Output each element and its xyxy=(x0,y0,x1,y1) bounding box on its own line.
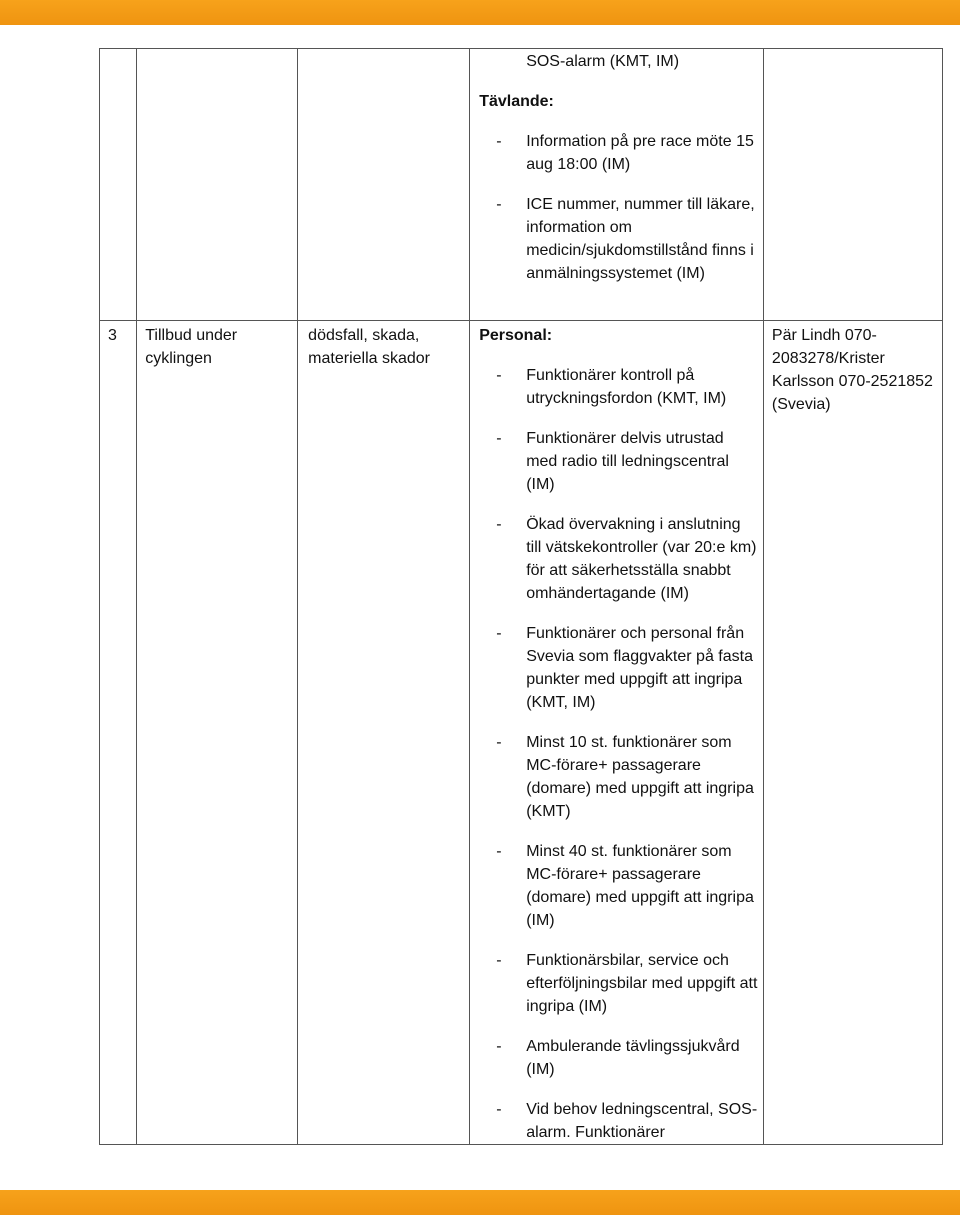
event-text: Tillbud under cyklingen xyxy=(145,327,238,367)
cell-event xyxy=(137,321,298,1145)
list-dash: - xyxy=(496,625,502,642)
measure-text: Minst 40 st. funktionärer som MC-förare+ passagerare (domare) med uppgift att ingripa (IM) xyxy=(526,843,754,929)
row-number: 3 xyxy=(108,327,117,344)
consequence-text: dödsfall, skada, materiella skador xyxy=(308,327,430,367)
cell-consequence xyxy=(298,49,470,321)
measure-text: Funktionärer kontroll på utryckningsfordon (KMT, IM) xyxy=(526,367,727,407)
list-dash: - xyxy=(496,1101,502,1118)
measure-item xyxy=(470,130,763,176)
risk-table xyxy=(99,48,943,1145)
measure-item xyxy=(470,1098,763,1144)
measure-item xyxy=(470,427,763,496)
list-dash: - xyxy=(496,952,502,969)
measure-item xyxy=(470,731,763,823)
list-dash: - xyxy=(496,843,502,860)
measures-heading-personnel: Personal: xyxy=(479,327,553,344)
header-band xyxy=(0,0,960,25)
cell-measures xyxy=(470,321,764,1145)
cell-number xyxy=(100,49,137,321)
measure-text: Minst 10 st. funktionärer som MC-förare+ passagerare (domare) med uppgift att ingripa (KMT) xyxy=(526,734,754,820)
list-dash: - xyxy=(496,367,502,384)
measure-text: Ambulerande tävlingssjukvård (IM) xyxy=(526,1038,740,1078)
measure-text: Funktionärsbilar, service och efterföljningsbilar med uppgift att ingripa (IM) xyxy=(526,952,758,1015)
measure-text: Information på pre race möte 15 aug 18:00 (IM) xyxy=(526,133,754,173)
list-dash: - xyxy=(496,516,502,533)
measure-item xyxy=(470,622,763,714)
list-dash: - xyxy=(496,196,502,213)
table-row-3 xyxy=(100,321,943,1145)
cell-event xyxy=(137,49,298,321)
responsible-text: Pär Lindh 070-2083278/Krister Karlsson 070-2521852 (Svevia) xyxy=(771,327,933,413)
cell-consequence xyxy=(298,321,470,1145)
measure-item xyxy=(470,364,763,410)
cell-responsible xyxy=(763,49,942,321)
measure-item xyxy=(470,840,763,932)
table-row-continued xyxy=(100,49,943,321)
cell-number xyxy=(100,321,137,1145)
cell-responsible xyxy=(763,321,942,1145)
measure-text: Vid behov ledningscentral, SOS-alarm. Funktionärer xyxy=(526,1101,758,1141)
cell-measures xyxy=(470,49,764,321)
list-dash: - xyxy=(496,430,502,447)
footer-band xyxy=(0,1190,960,1215)
list-dash: - xyxy=(496,734,502,751)
measure-item xyxy=(470,193,763,285)
measure-text: Funktionärer och personal från Svevia som flaggvakter på fasta punkter med uppgift att ingripa (KMT, IM) xyxy=(526,625,753,711)
list-dash: - xyxy=(496,1038,502,1055)
measures-heading-competitors: Tävlande: xyxy=(479,93,554,110)
measure-text: ICE nummer, nummer till läkare, information om medicin/sjukdomstillstånd finns i anmälningssystemet (IM) xyxy=(526,196,755,282)
measure-text: Ökad övervakning i anslutning till vätskekontroller (var 20:e km) för att säkerhetsställa snabbt omhändertagande (IM) xyxy=(526,516,757,602)
measure-text: Funktionärer delvis utrustad med radio till ledningscentral (IM) xyxy=(526,430,729,493)
measure-line: SOS-alarm (KMT, IM) xyxy=(526,53,680,70)
list-dash: - xyxy=(496,133,502,150)
measure-item xyxy=(470,1035,763,1081)
measure-item xyxy=(470,949,763,1018)
measure-item xyxy=(470,513,763,605)
